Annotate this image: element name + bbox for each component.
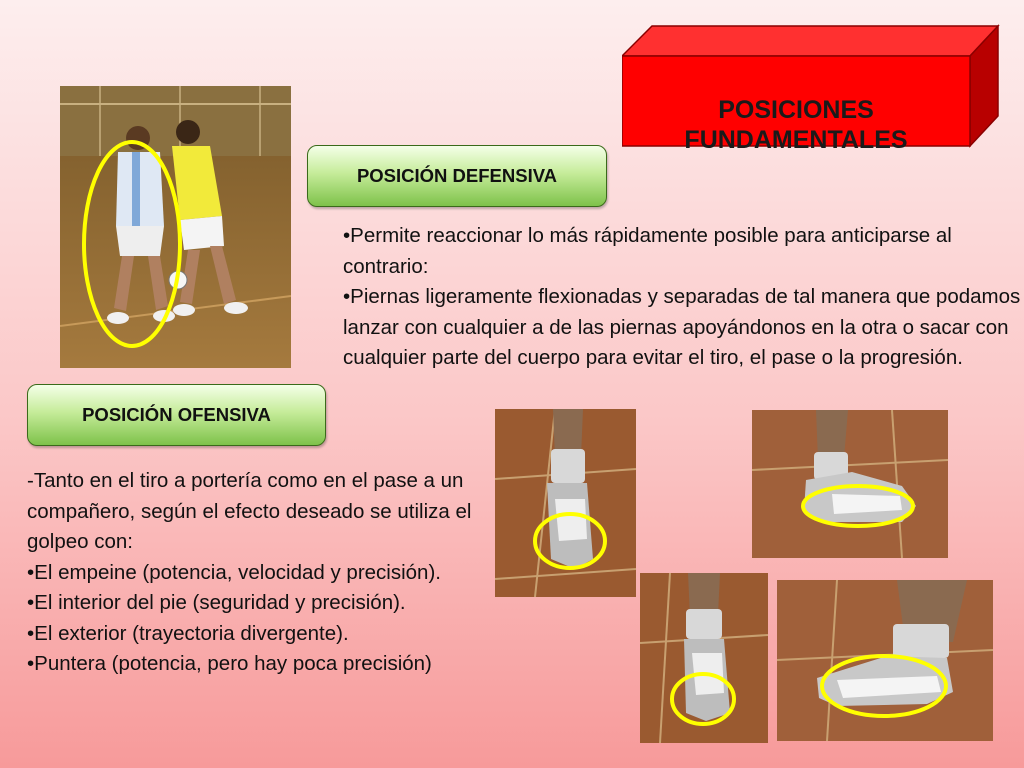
page-title	[622, 80, 970, 170]
defensive-photo	[60, 86, 291, 368]
offensive-bullet: -Tanto en el tiro a portería como en el pase a un compañero, según el efecto deseado se utiliza el golpeo con:	[27, 469, 472, 553]
offensive-heading	[27, 384, 326, 446]
offensive-bullet: •Puntera (potencia, pero hay poca precisión)	[27, 652, 432, 675]
defensive-heading-label: POSICIÓN DEFENSIVA	[356, 165, 558, 186]
title-line-2: FUNDAMENTALES	[684, 126, 908, 154]
foot-photo-outside	[777, 580, 993, 741]
foot-photo-inside	[752, 410, 948, 558]
foot-photo-instep	[495, 409, 636, 597]
offensive-bullet: •El empeine (potencia, velocidad y precisión).	[27, 560, 441, 584]
title-line-1: POSICIONES	[718, 96, 874, 124]
offensive-description	[27, 466, 507, 680]
defensive-bullet: •Permite reaccionar lo más rápidamente posible para anticiparse al contrario:	[343, 224, 952, 278]
foot-photo-toe	[640, 573, 768, 743]
defensive-description	[343, 221, 1023, 374]
offensive-bullet: •El interior del pie (seguridad y precisión).	[27, 591, 406, 614]
offensive-bullet: •El exterior (trayectoria divergente).	[27, 621, 349, 645]
defensive-heading	[307, 145, 607, 207]
offensive-heading-label: POSICIÓN OFENSIVA	[82, 404, 271, 425]
defensive-bullet: •Piernas ligeramente flexionadas y separadas de tal manera que podamos lanzar con cualquier a de las piernas apoyándonos en la otra o sacar con cualquier parte del cuerpo para evitar el tiro, el pase o la progresión.	[343, 285, 1021, 369]
title-box	[622, 24, 1000, 154]
